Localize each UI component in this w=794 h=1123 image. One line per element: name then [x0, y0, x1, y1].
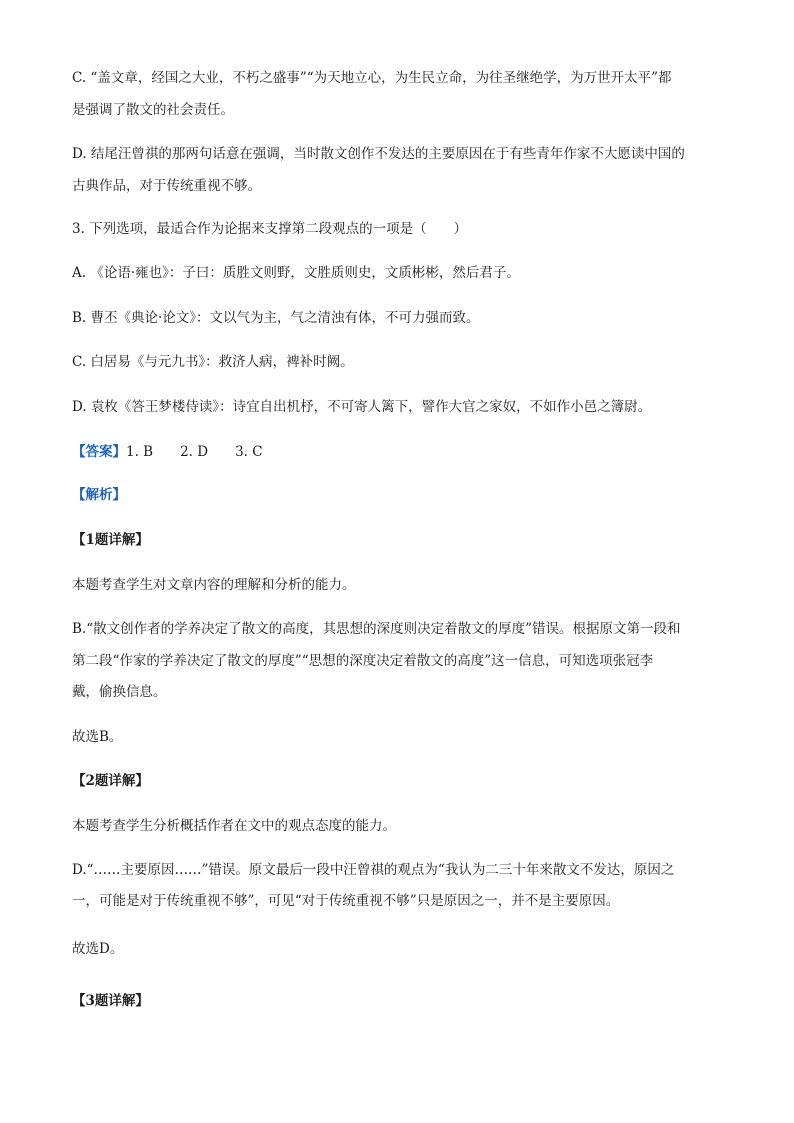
q3-detail-heading: 【3题详解】 — [72, 993, 149, 1009]
q2-detail-line-1: D.“……主要原因……”错误。原文最后一段中汪曾祺的观点为“我认为二三十年来散文不发达，原因之 — [72, 862, 675, 878]
question-3: 3. 下列选项，最适合作为论据来支撑第二段观点的一项是（ ） — [72, 221, 468, 237]
q2-detail-heading: 【2题详解】 — [72, 773, 149, 789]
q1-detail-intro: 本题考查学生对文章内容的理解和分析的能力。 — [72, 577, 356, 593]
q1-conclusion: 故选B。 — [72, 729, 123, 745]
analysis-label: 【解析】 — [72, 487, 126, 503]
q2-detail-intro: 本题考查学生分析概括作者在文中的观点态度的能力。 — [72, 818, 396, 834]
option-d-line-1: D. 结尾汪曾祺的那两句话意在强调，当时散文创作不发达的主要原因在于有些青年作家不大愿读中国的 — [72, 146, 685, 162]
q3-option-d: D. 袁枚《答王梦楼侍读》：诗宜自出机杼，不可寄人篱下，譬作大官之家奴，不如作小邑之簿尉。 — [72, 399, 652, 415]
q2-detail-line-2: 一，可能是对于传统重视不够”，可见“对于传统重视不够”只是原因之一，并不是主要原因。 — [72, 893, 620, 909]
q3-option-a: A. 《论语·雍也》：子曰：质胜文则野，文胜质则史，文质彬彬，然后君子。 — [72, 265, 520, 281]
q1-detail-heading: 【1题详解】 — [72, 532, 149, 548]
option-c-line-1: C. “盖文章，经国之大业，不朽之盛事”“为天地立心，为生民立命，为往圣继绝学，为万世开太平”都 — [72, 70, 672, 86]
option-c-line-2: 是强调了散文的社会责任。 — [72, 102, 234, 118]
option-d-line-2: 古典作品，对于传统重视不够。 — [72, 178, 261, 194]
q3-option-b: B. 曹丕《典论·论文》：文以气为主，气之清浊有体，不可力强而致。 — [72, 310, 480, 326]
q1-detail-line-2: 第二段“作家的学养决定了散文的厚度”“思想的深度决定着散文的高度”这一信息，可知选项张冠李 — [72, 653, 654, 669]
q1-detail-line-3: 戴，偷换信息。 — [72, 684, 167, 700]
answer-text: 1. B 2. D 3. C — [126, 444, 263, 460]
answer-label: 【答案】 — [72, 444, 126, 460]
answer-line — [72, 443, 263, 461]
q3-option-c: C. 白居易《与元九书》：救济人病，裨补时阙。 — [72, 354, 354, 370]
q1-detail-line-1: B.“散文创作者的学养决定了散文的高度，其思想的深度则决定着散文的厚度”错误。根据原文第一段和 — [72, 621, 681, 637]
q2-conclusion: 故选D。 — [72, 941, 124, 957]
analysis-line — [72, 486, 126, 504]
